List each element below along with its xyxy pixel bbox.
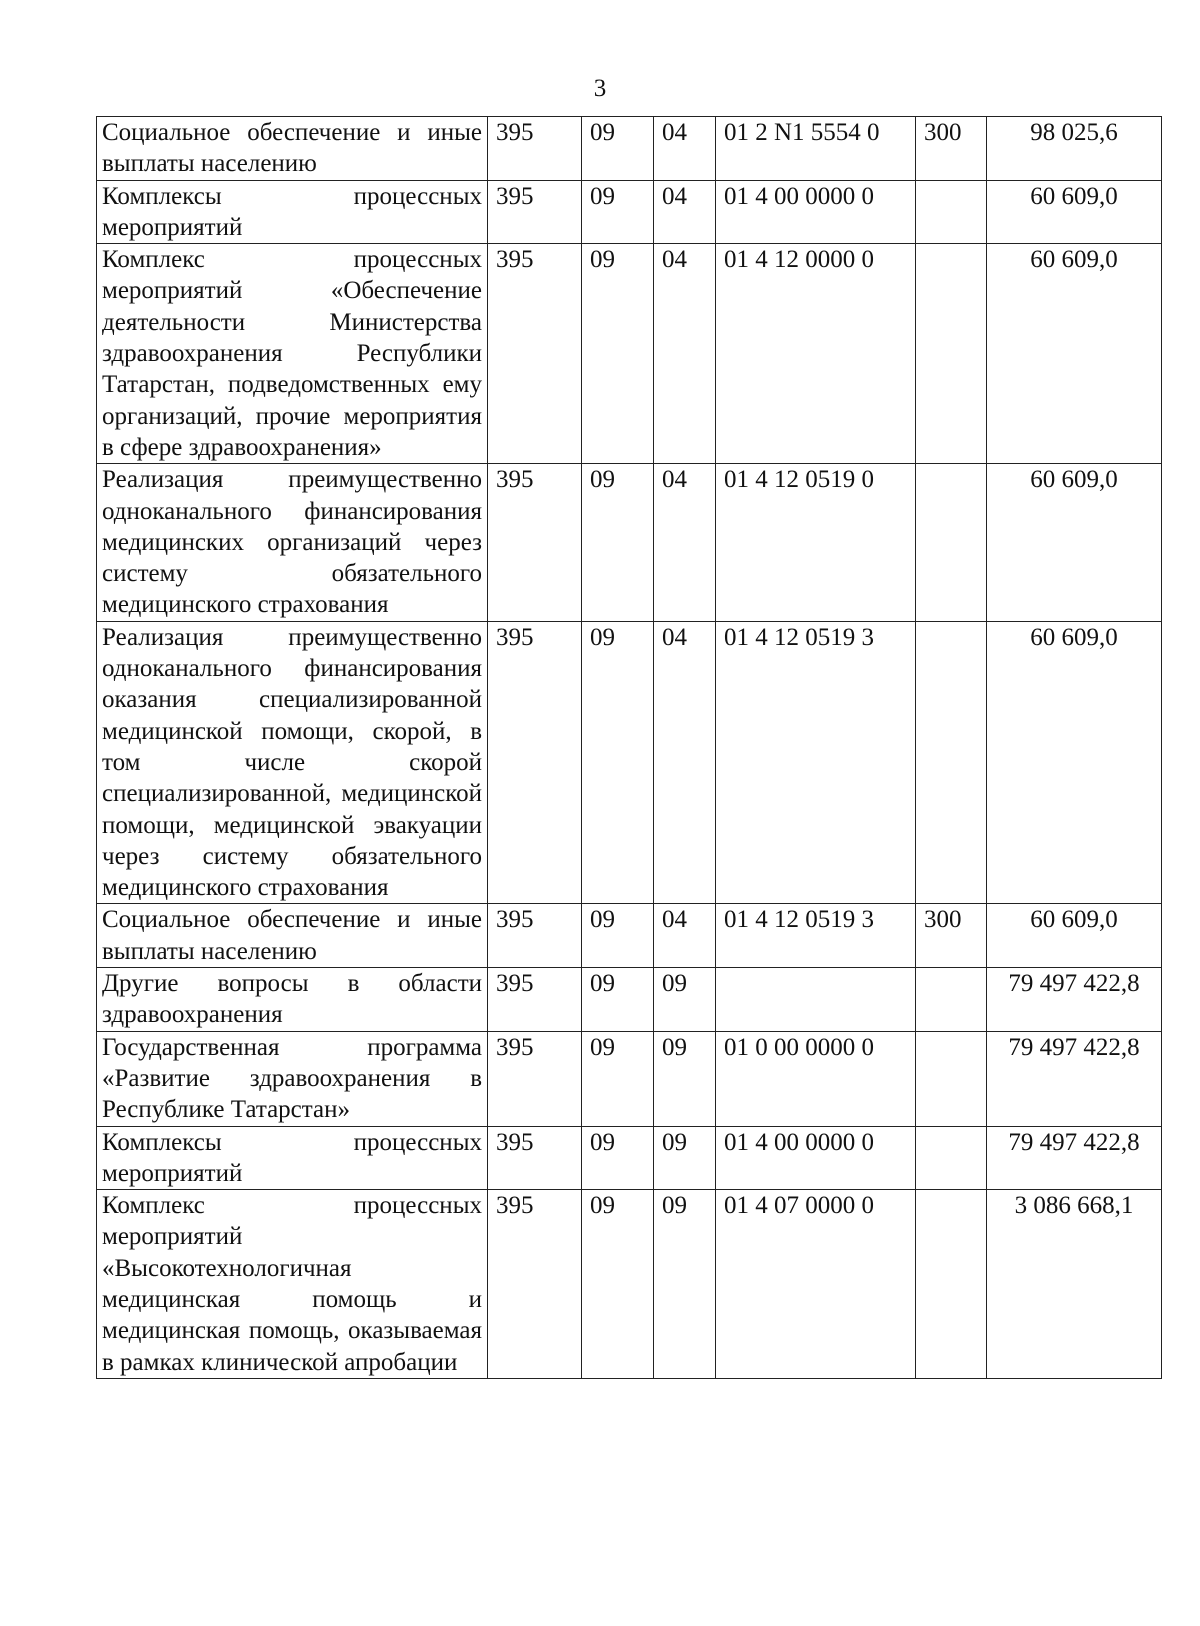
ministry-code-cell: 395 [488, 180, 582, 244]
row-name-cell: Социальное обеспечение и иные выплаты населению [97, 117, 488, 181]
ministry-code-cell: 395 [488, 1031, 582, 1126]
table-row [97, 180, 1162, 244]
expense-type-cell: 300 [916, 117, 987, 181]
target-article-cell: 01 4 07 0000 0 [716, 1190, 916, 1379]
row-name-cell: Другие вопросы в области здравоохранения [97, 968, 488, 1032]
subsection-code-cell: 04 [654, 117, 716, 181]
expense-type-cell [916, 1190, 987, 1379]
ministry-code-cell: 395 [488, 464, 582, 621]
section-code-cell: 09 [582, 1031, 654, 1126]
row-name-cell: Реализация преимущественно одноканального финансирования оказания специализированной медицинской помощи, скорой, в том числе скорой специализированной, медицинской помощи, медицинской эвакуации через систему обязательного медицинского страхования [97, 621, 488, 904]
amount-cell: 79 497 422,8 [987, 968, 1162, 1032]
target-article-cell: 01 4 12 0519 3 [716, 904, 916, 968]
section-code-cell: 09 [582, 1190, 654, 1379]
amount-cell: 79 497 422,8 [987, 1126, 1162, 1190]
ministry-code-cell: 395 [488, 968, 582, 1032]
row-name-cell: Комплексы процессных мероприятий [97, 1126, 488, 1190]
table-row [97, 968, 1162, 1032]
ministry-code-cell: 395 [488, 244, 582, 464]
table-row [97, 1190, 1162, 1379]
ministry-code-cell: 395 [488, 904, 582, 968]
expense-type-cell [916, 464, 987, 621]
row-name-cell: Комплексы процессных мероприятий [97, 180, 488, 244]
row-name-cell: Комплекс процессных мероприятий «Обеспечение деятельности Министерства здравоохранения Республики Татарстан, подведомственных ему организаций, прочие мероприятия в сфере здравоохранения» [97, 244, 488, 464]
subsection-code-cell: 04 [654, 180, 716, 244]
section-code-cell: 09 [582, 464, 654, 621]
subsection-code-cell: 09 [654, 1190, 716, 1379]
row-name-cell: Социальное обеспечение и иные выплаты населению [97, 904, 488, 968]
target-article-cell: 01 2 N1 5554 0 [716, 117, 916, 181]
expense-type-cell [916, 1126, 987, 1190]
section-code-cell: 09 [582, 904, 654, 968]
expense-type-cell [916, 621, 987, 904]
table-body [97, 117, 1162, 1379]
section-code-cell: 09 [582, 1126, 654, 1190]
table-row [97, 1031, 1162, 1126]
section-code-cell: 09 [582, 180, 654, 244]
row-name-cell: Государственная программа «Развитие здравоохранения в Республике Татарстан» [97, 1031, 488, 1126]
ministry-code-cell: 395 [488, 1126, 582, 1190]
section-code-cell: 09 [582, 621, 654, 904]
section-code-cell: 09 [582, 117, 654, 181]
subsection-code-cell: 04 [654, 904, 716, 968]
target-article-cell: 01 4 12 0519 0 [716, 464, 916, 621]
subsection-code-cell: 04 [654, 621, 716, 904]
expense-type-cell: 300 [916, 904, 987, 968]
subsection-code-cell: 09 [654, 1126, 716, 1190]
table-row [97, 244, 1162, 464]
table-row [97, 904, 1162, 968]
ministry-code-cell: 395 [488, 621, 582, 904]
row-name-cell: Комплекс процессных мероприятий «Высокотехнологичная медицинская помощь и медицинская помощь, оказываемая в рамках клинической апробации [97, 1190, 488, 1379]
amount-cell: 60 609,0 [987, 244, 1162, 464]
subsection-code-cell: 04 [654, 464, 716, 621]
amount-cell: 3 086 668,1 [987, 1190, 1162, 1379]
ministry-code-cell: 395 [488, 1190, 582, 1379]
budget-table [96, 116, 1162, 1379]
expense-type-cell [916, 244, 987, 464]
target-article-cell: 01 4 00 0000 0 [716, 1126, 916, 1190]
table-row [97, 117, 1162, 181]
page-number: 3 [593, 75, 607, 102]
amount-cell: 60 609,0 [987, 904, 1162, 968]
amount-cell: 60 609,0 [987, 621, 1162, 904]
amount-cell: 60 609,0 [987, 180, 1162, 244]
amount-cell: 60 609,0 [987, 464, 1162, 621]
ministry-code-cell: 395 [488, 117, 582, 181]
target-article-cell: 01 4 12 0519 3 [716, 621, 916, 904]
target-article-cell: 01 4 00 0000 0 [716, 180, 916, 244]
expense-type-cell [916, 968, 987, 1032]
subsection-code-cell: 04 [654, 244, 716, 464]
section-code-cell: 09 [582, 968, 654, 1032]
table-row [97, 621, 1162, 904]
amount-cell: 98 025,6 [987, 117, 1162, 181]
amount-cell: 79 497 422,8 [987, 1031, 1162, 1126]
expense-type-cell [916, 1031, 987, 1126]
target-article-cell: 01 0 00 0000 0 [716, 1031, 916, 1126]
subsection-code-cell: 09 [654, 968, 716, 1032]
expense-type-cell [916, 180, 987, 244]
target-article-cell: 01 4 12 0000 0 [716, 244, 916, 464]
table-row [97, 1126, 1162, 1190]
section-code-cell: 09 [582, 244, 654, 464]
target-article-cell [716, 968, 916, 1032]
row-name-cell: Реализация преимущественно одноканального финансирования медицинских организаций через систему обязательного медицинского страхования [97, 464, 488, 621]
subsection-code-cell: 09 [654, 1031, 716, 1126]
table-row [97, 464, 1162, 621]
